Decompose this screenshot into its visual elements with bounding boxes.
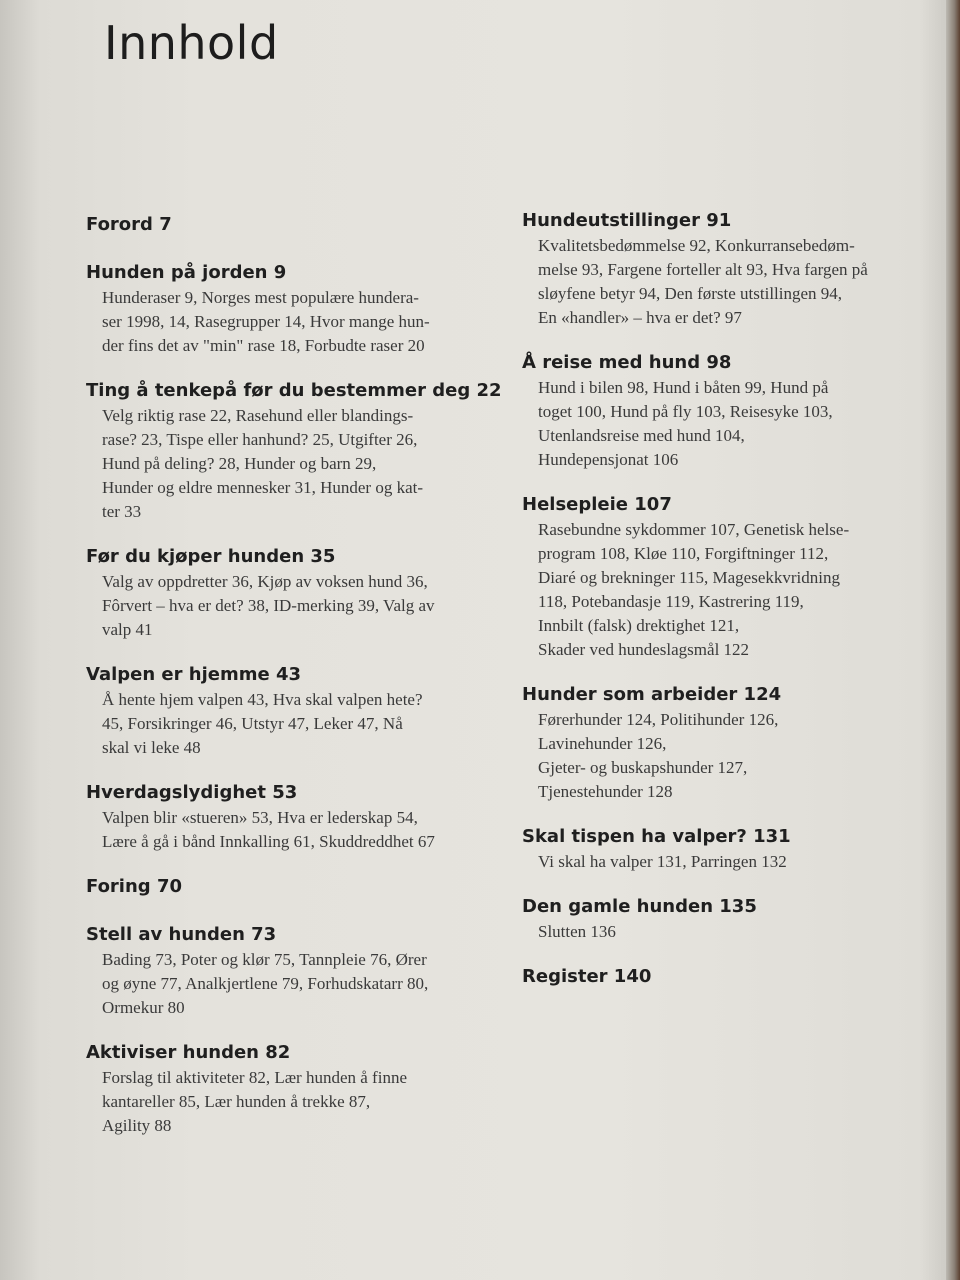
toc-subsection-line: Førerhunder 124, Politihunder 126, <box>538 710 779 729</box>
toc-subsection-line: En «handler» – hva er det? 97 <box>538 308 742 327</box>
toc-subsection-line: Diaré og brekninger 115, Magesekkvridning <box>538 568 840 587</box>
toc-subsections <box>538 850 922 874</box>
toc-chapter-heading: Aktiviser hunden 82 <box>86 1042 291 1063</box>
toc-subsection-line: valp 41 <box>102 620 153 639</box>
toc-subsection-line: Kvalitetsbedømmelse 92, Konkurransebedøm- <box>538 236 855 255</box>
toc-subsection-line: 45, Forsikringer 46, Utstyr 47, Leker 47, Nå <box>102 714 403 733</box>
toc-subsection-line: skal vi leke 48 <box>102 738 201 757</box>
toc-subsection-line: Valpen blir «stueren» 53, Hva er lederskap 54, <box>102 808 418 827</box>
toc-chapter-heading: Å reise med hund 98 <box>522 352 732 373</box>
toc-subsection-line: Utenlandsreise med hund 104, <box>538 426 745 445</box>
toc-entry <box>86 378 502 524</box>
toc-subsection-line: melse 93, Fargene forteller alt 93, Hva fargen på <box>538 260 868 279</box>
toc-chapter-heading: Før du kjøper hunden 35 <box>86 546 336 567</box>
page-edge <box>946 0 960 1280</box>
toc-subsections <box>102 286 496 358</box>
toc-chapter-heading: Foring 70 <box>86 876 182 897</box>
toc-chapter-heading: Hverdagslydighet 53 <box>86 782 298 803</box>
toc-subsection-line: Hunder og eldre mennesker 31, Hunder og kat- <box>102 478 424 497</box>
toc-subsection-line: Agility 88 <box>102 1116 172 1135</box>
toc-subsections <box>102 688 496 760</box>
toc-subsection-line: Hundepensjonat 106 <box>538 450 679 469</box>
toc-subsection-line: Innbilt (falsk) drektighet 121, <box>538 616 740 635</box>
toc-entry <box>86 212 496 238</box>
toc-subsection-line: ser 1998, 14, Rasegrupper 14, Hvor mange hun- <box>102 312 430 331</box>
toc-chapter-heading: Ting å tenkepå før du bestemmer deg 22 <box>86 380 502 401</box>
toc-entry <box>86 544 496 642</box>
toc-subsections <box>538 234 922 330</box>
toc-subsection-line: Rasebundne sykdommer 107, Genetisk helse- <box>538 520 850 539</box>
toc-subsection-line: ter 33 <box>102 502 142 521</box>
toc-chapter-heading: Register 140 <box>522 966 652 987</box>
toc-left-column <box>86 212 502 1158</box>
toc-subsections <box>538 708 922 804</box>
toc-subsection-line: Lære å gå i bånd Innkalling 61, Skuddreddhet 67 <box>102 832 435 851</box>
toc-chapter-heading: Skal tispen ha valper? 131 <box>522 826 791 847</box>
toc-subsection-line: Forslag til aktiviteter 82, Lær hunden å finne <box>102 1068 407 1087</box>
toc-entry <box>86 922 496 1020</box>
toc-entry <box>86 1040 496 1138</box>
toc-entry <box>522 824 922 874</box>
toc-subsection-line: Velg riktig rase 22, Rasehund eller blandings- <box>102 406 414 425</box>
toc-subsections <box>538 920 922 944</box>
toc-entry <box>522 350 922 472</box>
toc-subsections <box>538 518 922 662</box>
toc-subsection-line: Å hente hjem valpen 43, Hva skal valpen hete? <box>102 690 423 709</box>
toc-entry <box>522 682 922 804</box>
toc-chapter-heading: Den gamle hunden 135 <box>522 896 757 917</box>
toc-subsection-line: Gjeter- og buskapshunder 127, <box>538 758 748 777</box>
toc-chapter-heading: Hunden på jorden 9 <box>86 262 287 283</box>
toc-subsections <box>102 570 496 642</box>
toc-subsection-line: Lavinehunder 126, <box>538 734 667 753</box>
toc-subsection-line: Hund i bilen 98, Hund i båten 99, Hund på <box>538 378 829 397</box>
toc-subsections <box>102 806 496 854</box>
toc-chapter-heading: Helsepleie 107 <box>522 494 672 515</box>
toc-subsection-line: og øyne 77, Analkjertlene 79, Forhudskatarr 80, <box>102 974 429 993</box>
toc-entry <box>522 894 922 944</box>
toc-entry <box>522 492 922 662</box>
toc-subsections <box>538 376 922 472</box>
page-title: Innhold <box>104 16 279 70</box>
toc-subsection-line: Hunderaser 9, Norges mest populære hundera- <box>102 288 419 307</box>
toc-subsection-line: Hund på deling? 28, Hunder og barn 29, <box>102 454 377 473</box>
toc-subsection-line: Fôrvert – hva er det? 38, ID-merking 39, Valg av <box>102 596 435 615</box>
toc-subsection-line: kantareller 85, Lær hunden å trekke 87, <box>102 1092 371 1111</box>
toc-subsections <box>102 1066 496 1138</box>
toc-chapter-heading: Valpen er hjemme 43 <box>86 664 302 685</box>
toc-subsection-line: Bading 73, Poter og klør 75, Tannpleie 76, Ører <box>102 950 427 969</box>
toc-entry <box>86 260 496 358</box>
toc-chapter-heading: Hunder som arbeider 124 <box>522 684 782 705</box>
toc-subsection-line: Slutten 136 <box>538 922 616 941</box>
toc-subsections <box>102 948 496 1020</box>
toc-subsection-line: Vi skal ha valper 131, Parringen 132 <box>538 852 787 871</box>
toc-subsection-line: Ormekur 80 <box>102 998 185 1017</box>
toc-subsection-line: toget 100, Hund på fly 103, Reisesyke 103, <box>538 402 833 421</box>
toc-subsection-line: Valg av oppdretter 36, Kjøp av voksen hund 36, <box>102 572 428 591</box>
toc-subsection-line: Tjenestehunder 128 <box>538 782 673 801</box>
toc-chapter-heading: Stell av hunden 73 <box>86 924 277 945</box>
toc-chapter-heading: Forord 7 <box>86 214 172 235</box>
toc-subsection-line: Skader ved hundeslagsmål 122 <box>538 640 750 659</box>
toc-entry <box>522 208 922 330</box>
toc-subsections <box>102 404 496 524</box>
toc-entry <box>86 874 496 900</box>
toc-subsection-line: rase? 23, Tispe eller hanhund? 25, Utgifter 26, <box>102 430 418 449</box>
toc-subsection-line: program 108, Kløe 110, Forgiftninger 112, <box>538 544 829 563</box>
toc-subsection-line: sløyfene betyr 94, Den første utstillingen 94, <box>538 284 843 303</box>
toc-subsection-line: der fins det av "min" rase 18, Forbudte raser 20 <box>102 336 425 355</box>
toc-entry <box>86 780 496 854</box>
toc-chapter-heading: Hundeutstillinger 91 <box>522 210 732 231</box>
toc-entry <box>86 662 496 760</box>
toc-right-column <box>522 208 922 1012</box>
toc-subsection-line: 118, Potebandasje 119, Kastrering 119, <box>538 592 804 611</box>
toc-entry <box>522 964 922 990</box>
